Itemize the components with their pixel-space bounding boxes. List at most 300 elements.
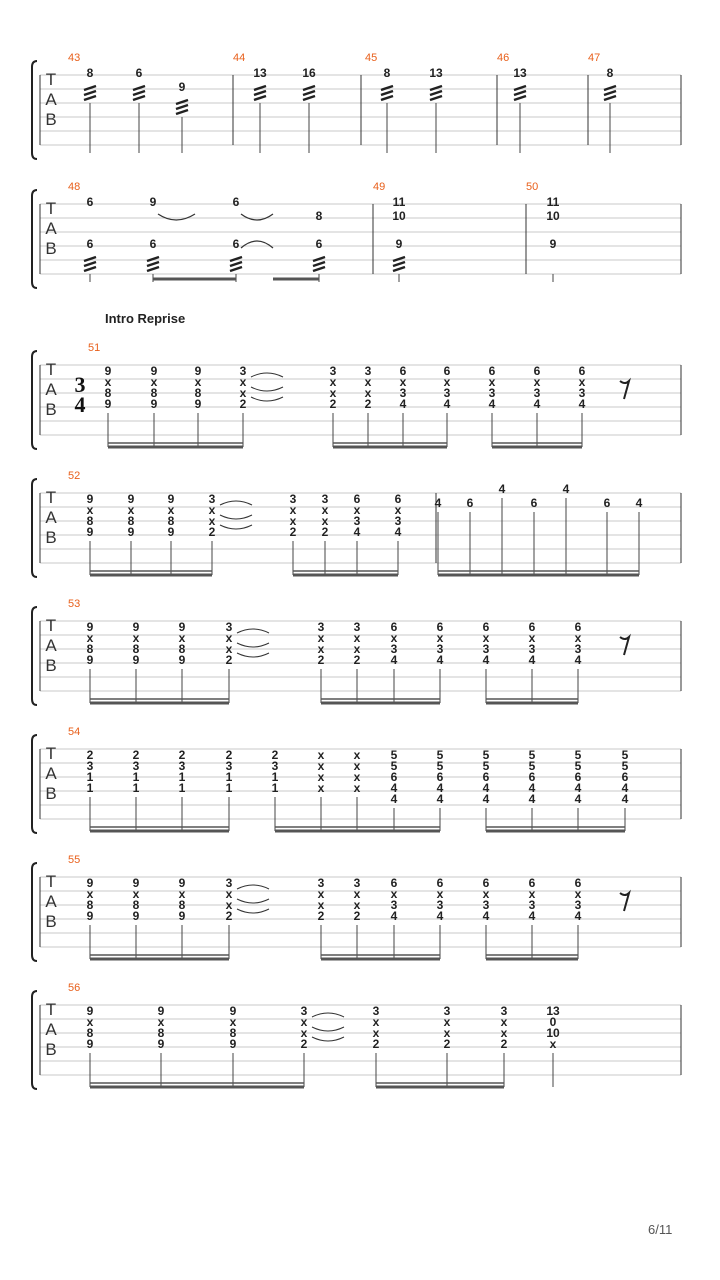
fret-number: x — [86, 631, 94, 645]
fret-number: x — [317, 759, 325, 773]
fret-number: 4 — [443, 397, 451, 411]
fret-number: 3 — [528, 898, 536, 912]
fret-number: 8 — [178, 898, 186, 912]
measure-number: 47 — [588, 52, 601, 64]
fret-number: 4 — [482, 781, 490, 795]
fret-number: 8 — [86, 66, 94, 80]
fret-number: x — [353, 770, 361, 784]
fret-number: 1 — [178, 781, 186, 795]
fret-number: 6 — [399, 364, 407, 378]
fret-number: 4 — [574, 792, 582, 806]
measure-number: 55 — [68, 854, 81, 866]
system-bracket — [32, 190, 37, 288]
tab-clef-letter: B — [45, 912, 57, 931]
fret-number: 6 — [528, 770, 536, 784]
fret-number: 4 — [528, 781, 536, 795]
fret-number: 2 — [364, 397, 372, 411]
fret-number: 13 — [253, 66, 267, 80]
fret-number: 4 — [482, 653, 490, 667]
tab-clef-letter: T — [45, 1000, 57, 1019]
tie-arc — [220, 515, 252, 519]
fret-number: 1 — [225, 781, 233, 795]
tab-system — [32, 854, 681, 961]
fret-number: x — [574, 887, 582, 901]
fret-number: x — [372, 1026, 380, 1040]
tremolo-mark — [133, 96, 145, 100]
tremolo-mark — [303, 91, 315, 95]
fret-number: 1 — [86, 770, 94, 784]
fret-number: 10 — [546, 1026, 560, 1040]
tie-arc — [241, 241, 273, 248]
fret-number: x — [86, 887, 94, 901]
tab-system — [32, 470, 681, 577]
fret-number: 3 — [574, 898, 582, 912]
fret-number: x — [488, 375, 496, 389]
fret-number: 1 — [271, 781, 279, 795]
fret-number: 6 — [578, 364, 586, 378]
fret-number: x — [317, 642, 325, 656]
fret-number: 6 — [436, 770, 444, 784]
fret-number: 3 — [436, 898, 444, 912]
fret-number: 4 — [528, 792, 536, 806]
fret-number: 9 — [86, 525, 94, 539]
fret-number: x — [239, 386, 247, 400]
fret-number: 6 — [574, 876, 582, 890]
fret-number: 9 — [157, 1037, 165, 1051]
fret-number: x — [86, 1015, 94, 1029]
fret-number: 6 — [574, 620, 582, 634]
tab-system — [32, 52, 681, 159]
fret-number: 1 — [132, 781, 140, 795]
fret-number: 2 — [225, 909, 233, 923]
fret-number: 2 — [329, 397, 337, 411]
tremolo-mark — [604, 91, 616, 95]
tie-arc — [237, 653, 269, 657]
fret-number: x — [353, 759, 361, 773]
fret-number: 6 — [603, 496, 611, 510]
fret-number: 4 — [390, 653, 398, 667]
fret-number: 3 — [208, 492, 216, 506]
tab-clef-letter: B — [45, 239, 57, 258]
fret-number: 9 — [132, 909, 140, 923]
fret-number: 3 — [528, 642, 536, 656]
tab-clef-letter: B — [45, 784, 57, 803]
fret-number: 3 — [317, 620, 325, 634]
fret-number: 3 — [289, 492, 297, 506]
tie-arc — [251, 397, 283, 401]
fret-number: 8 — [315, 209, 323, 223]
fret-number: 6 — [482, 876, 490, 890]
fret-number: 6 — [390, 620, 398, 634]
fret-number: 9 — [132, 653, 140, 667]
fret-number: x — [167, 503, 175, 517]
fret-number: x — [329, 386, 337, 400]
fret-number: 4 — [621, 781, 629, 795]
fret-number: 5 — [436, 748, 444, 762]
fret-number: 9 — [395, 237, 403, 251]
fret-number: 6 — [86, 237, 94, 251]
fret-number: 3 — [482, 898, 490, 912]
fret-number: 4 — [436, 653, 444, 667]
fret-number: x — [500, 1026, 508, 1040]
fret-number: 3 — [317, 876, 325, 890]
tremolo-mark — [176, 105, 188, 109]
fret-number: 3 — [300, 1004, 308, 1018]
fret-number: 9 — [86, 876, 94, 890]
fret-number: 2 — [289, 525, 297, 539]
fret-number: 4 — [574, 781, 582, 795]
measure-number: 52 — [68, 470, 81, 482]
system-bracket — [32, 61, 37, 159]
tremolo-mark — [147, 262, 159, 266]
fret-number: 3 — [271, 759, 279, 773]
fret-number: 6 — [574, 770, 582, 784]
fret-number: x — [500, 1015, 508, 1029]
fret-number: 5 — [574, 759, 582, 773]
tremolo-mark — [313, 262, 325, 266]
fret-number: 2 — [353, 653, 361, 667]
measure-number: 56 — [68, 982, 81, 994]
measure-number: 53 — [68, 598, 81, 610]
fret-number: 4 — [436, 781, 444, 795]
tab-system — [32, 181, 681, 288]
fret-number: 3 — [225, 759, 233, 773]
fret-number: 3 — [329, 364, 337, 378]
fret-number: x — [289, 503, 297, 517]
fret-number: 4 — [533, 397, 541, 411]
tremolo-mark — [176, 110, 188, 114]
fret-number: 3 — [225, 876, 233, 890]
fret-number: 4 — [635, 496, 643, 510]
tab-clef-letter: A — [45, 892, 57, 911]
fret-number: 2 — [353, 909, 361, 923]
fret-number: 2 — [317, 909, 325, 923]
fret-number: 9 — [178, 876, 186, 890]
fret-number: 3 — [443, 1004, 451, 1018]
fret-number: x — [225, 631, 233, 645]
fret-number: 6 — [528, 876, 536, 890]
tab-clef-letter: T — [45, 360, 57, 379]
fret-number: x — [482, 631, 490, 645]
tremolo-mark — [84, 262, 96, 266]
fret-number: 9 — [104, 364, 112, 378]
fret-number: x — [317, 887, 325, 901]
fret-number: 3 — [364, 364, 372, 378]
fret-number: 6 — [528, 620, 536, 634]
fret-number: 4 — [394, 525, 402, 539]
fret-number: x — [225, 887, 233, 901]
tremolo-mark — [430, 96, 442, 100]
fret-number: x — [132, 631, 140, 645]
tremolo-mark — [147, 267, 159, 271]
tab-clef-letter: A — [45, 508, 57, 527]
fret-number: 10 — [546, 209, 560, 223]
fret-number: 8 — [606, 66, 614, 80]
tie-arc — [237, 909, 269, 913]
fret-number: 9 — [86, 1037, 94, 1051]
fret-number: x — [436, 631, 444, 645]
fret-number: 8 — [86, 642, 94, 656]
fret-number: x — [289, 514, 297, 528]
fret-number: 6 — [621, 770, 629, 784]
fret-number: x — [157, 1015, 165, 1029]
fret-number: 11 — [392, 195, 406, 209]
fret-number: x — [300, 1015, 308, 1029]
tie-arc — [251, 373, 283, 377]
fret-number: 3 — [488, 386, 496, 400]
eighth-rest — [620, 893, 629, 911]
fret-number: 9 — [127, 492, 135, 506]
tremolo-mark — [514, 91, 526, 95]
fret-number: 8 — [86, 1026, 94, 1040]
fret-number: 5 — [574, 748, 582, 762]
fret-number: x — [317, 898, 325, 912]
fret-number: 4 — [390, 909, 398, 923]
tremolo-mark — [84, 267, 96, 271]
fret-number: 5 — [436, 759, 444, 773]
fret-number: 6 — [394, 492, 402, 506]
fret-number: x — [528, 887, 536, 901]
fret-number: 4 — [488, 397, 496, 411]
fret-number: 4 — [528, 653, 536, 667]
fret-number: x — [229, 1015, 237, 1029]
fret-number: 6 — [390, 770, 398, 784]
tremolo-mark — [393, 267, 405, 271]
fret-number: 4 — [353, 525, 361, 539]
fret-number: 6 — [466, 496, 474, 510]
fret-number: x — [353, 781, 361, 795]
fret-number: 3 — [399, 386, 407, 400]
fret-number: x — [208, 503, 216, 517]
fret-number: 9 — [132, 876, 140, 890]
tie-arc — [237, 629, 269, 633]
fret-number: 3 — [321, 492, 329, 506]
fret-number: 8 — [167, 514, 175, 528]
fret-number: x — [194, 375, 202, 389]
fret-number: 8 — [104, 386, 112, 400]
fret-number: 4 — [436, 909, 444, 923]
fret-number: 3 — [500, 1004, 508, 1018]
measure-number: 54 — [68, 726, 81, 738]
tremolo-mark — [393, 262, 405, 266]
fret-number: 1 — [178, 770, 186, 784]
fret-number: 9 — [86, 909, 94, 923]
fret-number: 9 — [150, 397, 158, 411]
fret-number: 9 — [178, 653, 186, 667]
fret-number: x — [353, 748, 361, 762]
tie-arc — [237, 885, 269, 889]
fret-number: 6 — [482, 770, 490, 784]
fret-number: 13 — [429, 66, 443, 80]
measure-number: 50 — [526, 181, 539, 193]
measure-number: 45 — [365, 52, 378, 64]
fret-number: 5 — [528, 759, 536, 773]
fret-number: 9 — [86, 653, 94, 667]
fret-number: 8 — [127, 514, 135, 528]
fret-number: 9 — [194, 364, 202, 378]
fret-number: 8 — [86, 514, 94, 528]
fret-number: 4 — [574, 909, 582, 923]
time-signature-top: 3 — [74, 372, 86, 397]
fret-number: 6 — [488, 364, 496, 378]
fret-number: x — [528, 631, 536, 645]
fret-number: 6 — [533, 364, 541, 378]
fret-number: 5 — [621, 748, 629, 762]
tremolo-mark — [230, 267, 242, 271]
fret-number: 4 — [498, 482, 506, 496]
fret-number: x — [239, 375, 247, 389]
tremolo-mark — [84, 91, 96, 95]
fret-number: 2 — [86, 748, 94, 762]
tie-arc — [237, 899, 269, 903]
fret-number: 9 — [86, 620, 94, 634]
tab-system — [32, 598, 681, 705]
tremolo-mark — [604, 96, 616, 100]
fret-number: 1 — [225, 770, 233, 784]
fret-number: x — [353, 503, 361, 517]
fret-number: 6 — [315, 237, 323, 251]
tab-system — [32, 311, 681, 449]
fret-number: 4 — [399, 397, 407, 411]
fret-number: 4 — [562, 482, 570, 496]
tab-clef-letter: A — [45, 764, 57, 783]
system-bracket — [32, 735, 37, 833]
fret-number: 9 — [149, 195, 157, 209]
fret-number: x — [533, 375, 541, 389]
fret-number: x — [399, 375, 407, 389]
tie-arc — [237, 643, 269, 647]
fret-number: 2 — [178, 748, 186, 762]
measure-number: 46 — [497, 52, 510, 64]
fret-number: x — [443, 1015, 451, 1029]
fret-number: 3 — [225, 620, 233, 634]
fret-number: 3 — [394, 514, 402, 528]
tremolo-mark — [254, 96, 266, 100]
fret-number: 8 — [132, 642, 140, 656]
tie-arc — [220, 501, 252, 505]
fret-number: 8 — [383, 66, 391, 80]
fret-number: 16 — [302, 66, 316, 80]
fret-number: 8 — [157, 1026, 165, 1040]
fret-number: 2 — [225, 653, 233, 667]
fret-number: x — [372, 1015, 380, 1029]
fret-number: 6 — [390, 876, 398, 890]
fret-number: 4 — [621, 792, 629, 806]
measure-number: 49 — [373, 181, 386, 193]
tremolo-mark — [230, 262, 242, 266]
tab-clef-letter: T — [45, 616, 57, 635]
fret-number: x — [225, 642, 233, 656]
fret-number: 9 — [549, 237, 557, 251]
tremolo-mark — [381, 91, 393, 95]
tie-arc — [312, 1027, 344, 1031]
fret-number: 9 — [104, 397, 112, 411]
fret-number: 9 — [229, 1037, 237, 1051]
fret-number: 6 — [86, 195, 94, 209]
fret-number: x — [443, 375, 451, 389]
system-bracket — [32, 607, 37, 705]
fret-number: x — [364, 386, 372, 400]
fret-number: 3 — [132, 759, 140, 773]
fret-number: x — [321, 514, 329, 528]
tab-clef-letter: A — [45, 636, 57, 655]
tab-clef-letter: A — [45, 219, 57, 238]
fret-number: 9 — [178, 620, 186, 634]
fret-number: 6 — [436, 876, 444, 890]
fret-number: 1 — [271, 770, 279, 784]
fret-number: 4 — [390, 781, 398, 795]
tab-clef-letter: A — [45, 1020, 57, 1039]
tab-clef-letter: T — [45, 70, 57, 89]
fret-number: 3 — [578, 386, 586, 400]
fret-number: x — [225, 898, 233, 912]
fret-number: 9 — [178, 909, 186, 923]
fret-number: 9 — [127, 525, 135, 539]
fret-number: 3 — [482, 642, 490, 656]
fret-number: 4 — [434, 496, 442, 510]
fret-number: 6 — [436, 620, 444, 634]
fret-number: 2 — [317, 653, 325, 667]
tie-arc — [251, 387, 283, 391]
fret-number: x — [317, 770, 325, 784]
tie-arc — [241, 214, 273, 220]
fret-number: x — [317, 631, 325, 645]
tremolo-mark — [381, 96, 393, 100]
fret-number: x — [329, 375, 337, 389]
fret-number: 5 — [390, 748, 398, 762]
fret-number: 8 — [150, 386, 158, 400]
tab-clef-letter: T — [45, 872, 57, 891]
fret-number: 9 — [167, 492, 175, 506]
fret-number: 4 — [482, 792, 490, 806]
fret-number: 0 — [549, 1015, 557, 1029]
fret-number: 2 — [239, 397, 247, 411]
tab-clef-letter: B — [45, 656, 57, 675]
fret-number: 3 — [239, 364, 247, 378]
fret-number: 8 — [178, 642, 186, 656]
fret-number: 9 — [86, 1004, 94, 1018]
fret-number: 8 — [86, 898, 94, 912]
fret-number: 9 — [194, 397, 202, 411]
fret-number: x — [482, 887, 490, 901]
fret-number: 1 — [132, 770, 140, 784]
fret-number: 11 — [546, 195, 560, 209]
tab-clef-letter: T — [45, 199, 57, 218]
fret-number: 2 — [443, 1037, 451, 1051]
fret-number: 2 — [300, 1037, 308, 1051]
measure-number: 44 — [233, 52, 246, 64]
fret-number: x — [104, 375, 112, 389]
fret-number: x — [300, 1026, 308, 1040]
fret-number: x — [549, 1037, 557, 1051]
fret-number: 10 — [392, 209, 406, 223]
fret-number: 6 — [232, 237, 240, 251]
fret-number: 9 — [157, 1004, 165, 1018]
fret-number: x — [574, 631, 582, 645]
fret-number: x — [443, 1026, 451, 1040]
fret-number: 9 — [150, 364, 158, 378]
fret-number: x — [578, 375, 586, 389]
tie-arc — [312, 1037, 344, 1041]
tab-system — [32, 726, 681, 833]
fret-number: 3 — [443, 386, 451, 400]
fret-number: 3 — [353, 620, 361, 634]
tab-clef-letter: A — [45, 380, 57, 399]
tremolo-mark — [313, 267, 325, 271]
eighth-rest — [620, 381, 629, 399]
fret-number: 3 — [574, 642, 582, 656]
fret-number: 4 — [436, 792, 444, 806]
